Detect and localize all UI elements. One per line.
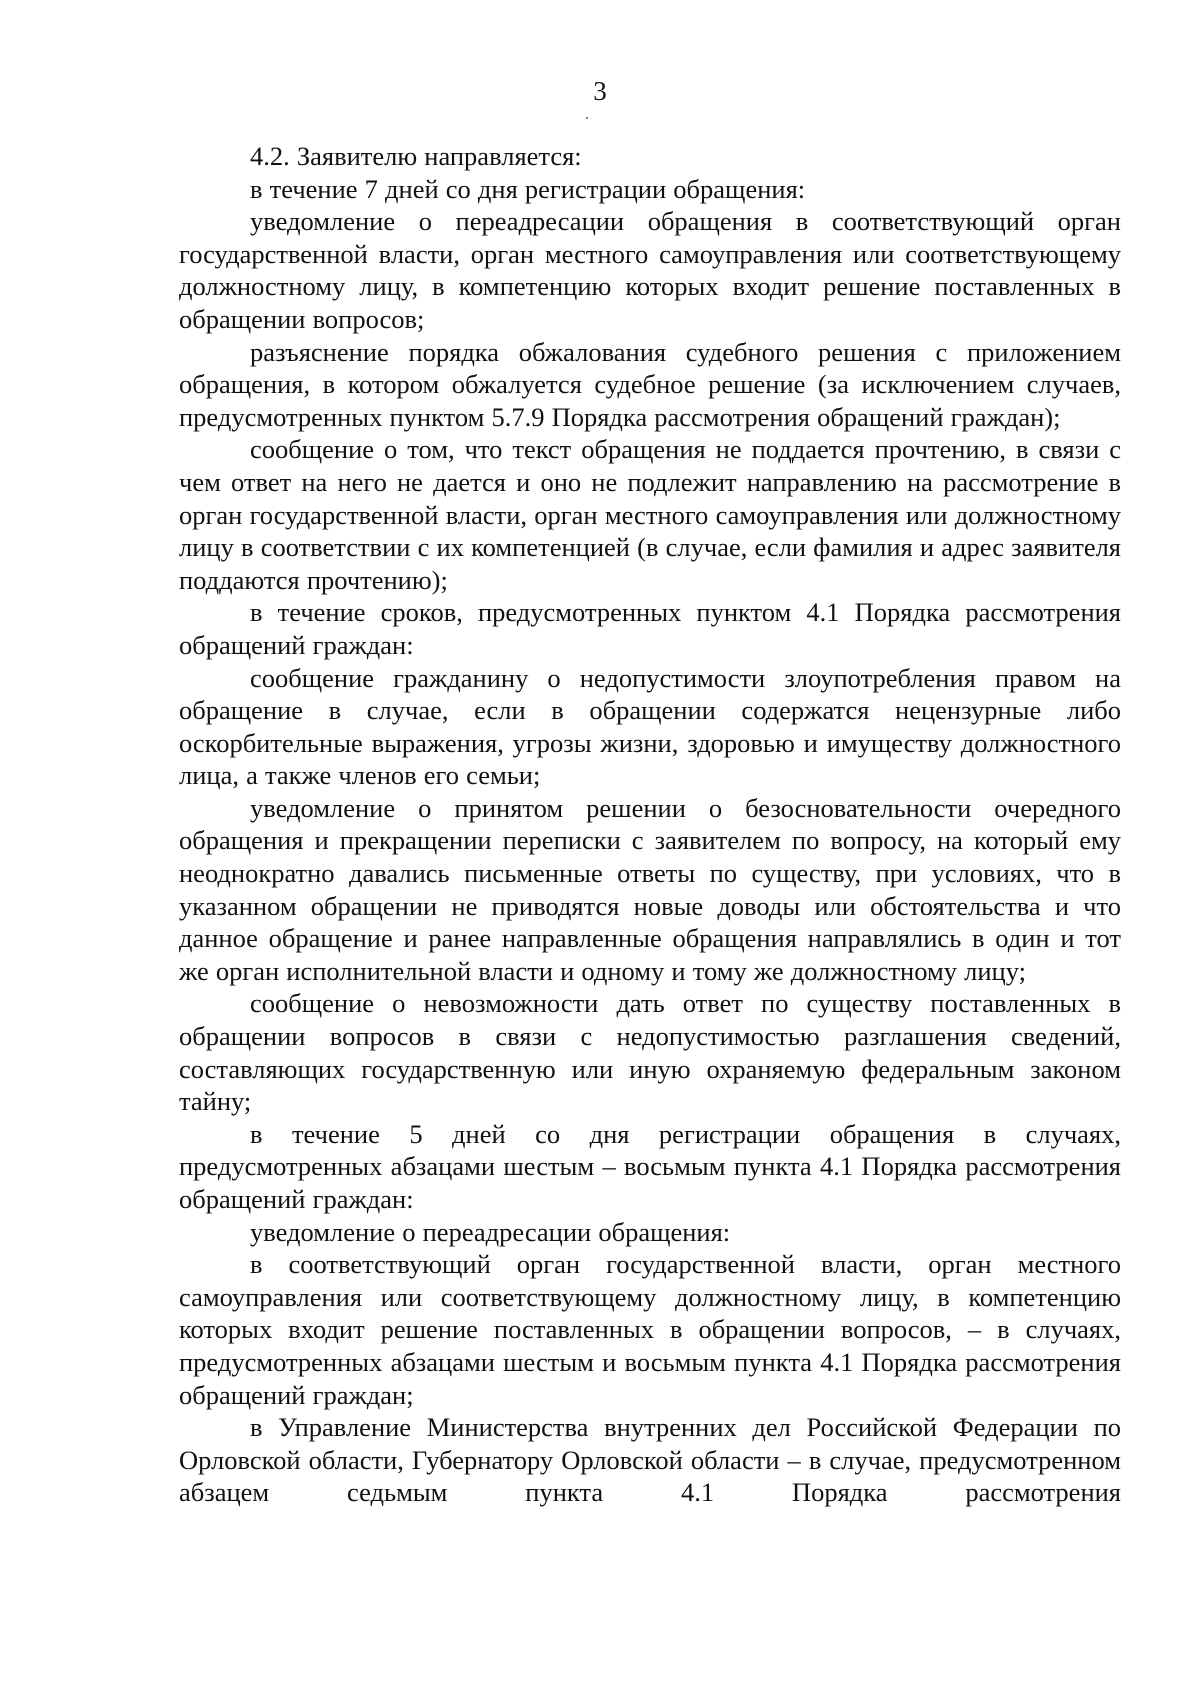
paragraph-baseless-notice: уведомление о принятом решении о безосновательности очередного обращения и прекращении переписки с заявителем по вопросу, на который ему неоднократно давались письменные ответы по существу, при условиях, что в указанном обращении не приводятся новые доводы или обстоятельства и что данное обращение и ранее направленные обращения направлялись в один и тот же орган исполнительной власти и одному и тому же должностному лицу; — [179, 792, 1121, 986]
paragraph-4-2-heading: 4.2. Заявителю направляется: — [250, 141, 582, 171]
paragraph-redirect-notice: уведомление о переадресации обращения в соответствующий орган государственной власти, орган местного самоуправления или соответствующему должностному лицу, в компетенцию которых входит решение поставленных в обращении вопросов; — [179, 206, 1121, 334]
paragraph-terms-4-1: в течение сроков, предусмотренных пунктом 4.1 Порядка рассмотрения обращений граждан: — [179, 597, 1121, 660]
paragraph-unreadable-text: сообщение о том, что текст обращения не поддается прочтению, в связи с чем ответ на него не дается и оно не подлежит направлению на рассмотрение в орган государственной власти, орган местного самоуправления или должностному лицу в соответствии с их компетенцией (в случае, если фамилия и адрес заявителя поддаются прочтению); — [179, 434, 1121, 595]
scan-speck — [586, 117, 588, 119]
paragraph-redirect-mvd: в Управление Министерства внутренних дел Российской Федерации по Орловской области, Губернатору Орловской области – в случае, предусмотренном абзацем седьмым пункта 4.1 Порядка рассмотрения — [179, 1412, 1121, 1508]
page-number: 3 — [593, 76, 607, 106]
paragraph-redirect-authority: в соответствующий орган государственной власти, орган местного самоуправления или соответствующему должностному лицу, в компетенцию которых входит решение поставленных в обращении вопросов, – в случаях, предусмотренных абзацами шестым и восьмым пункта 4.1 Порядка рассмотрения обращений граждан; — [179, 1249, 1121, 1410]
paragraph-court-appeal: разъяснение порядка обжалования судебного решения с приложением обращения, в котором обжалуется судебное решение (за исключением случаев, предусмотренных пунктом 5.7.9 Порядка рассмотрения обращений граждан); — [179, 336, 1121, 432]
paragraph-5-days: в течение 5 дней со дня регистрации обращения в случаях, предусмотренных абзацами шестым – восьмым пункта 4.1 Порядка рассмотрения обращений граждан: — [179, 1118, 1121, 1214]
paragraph-abuse-notice: сообщение гражданину о недопустимости злоупотребления правом на обращение в случае, если в обращении содержатся нецензурные либо оскорбительные выражения, угрозы жизни, здоровью и имуществу должностного лица, а также членов его семьи; — [179, 662, 1121, 791]
document-body — [179, 140, 1121, 1509]
paragraph-secret-notice: сообщение о невозможности дать ответ по существу поставленных в обращении вопросов в связи с недопустимостью разглашения сведений, составляющих государственную или иную охраняемую федеральным законом тайну; — [179, 988, 1121, 1117]
paragraph-7-days: в течение 7 дней со дня регистрации обращения: — [250, 173, 806, 204]
paragraph-redirect-heading: уведомление о переадресации обращения: — [250, 1216, 731, 1247]
